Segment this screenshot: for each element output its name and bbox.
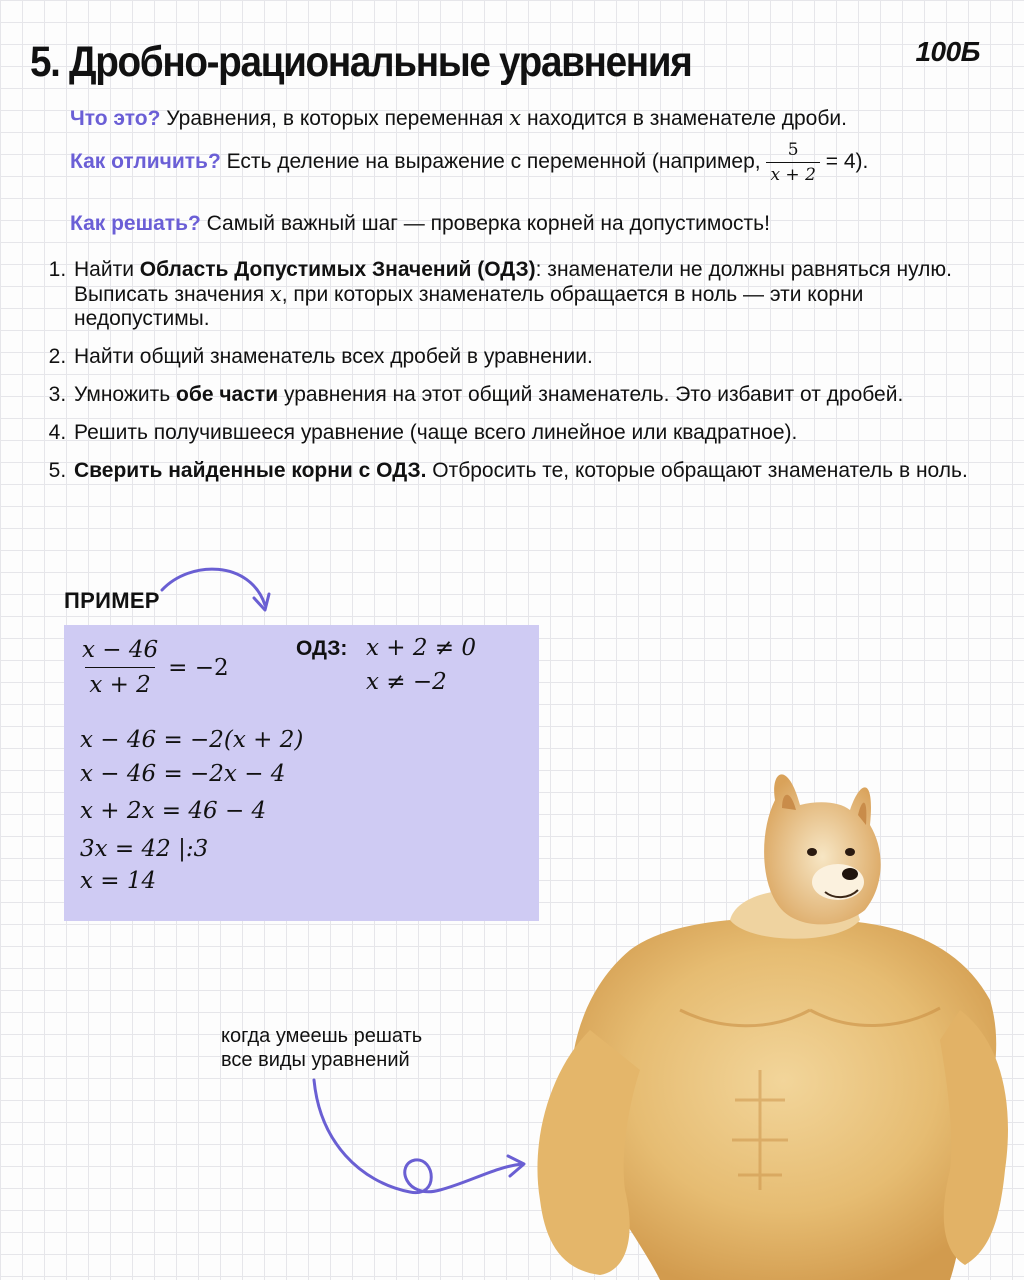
step-text: Найти <box>74 258 140 281</box>
list-item <box>72 459 972 483</box>
odz-label: ОДЗ: <box>296 637 348 660</box>
step-text: : знаменатели не должны равняться нулю. Выписать значения <box>74 258 952 306</box>
step-text: Найти общий знаменатель всех дробей в уравнении. <box>74 345 593 368</box>
odz-line: x ≠ −2 <box>366 669 447 695</box>
what-variable: x <box>509 106 522 130</box>
meme-caption <box>221 1024 521 1072</box>
step-variable: x <box>269 282 282 306</box>
page-title: 5. Дробно-рациональные уравнения <box>30 38 692 86</box>
step-text: уравнения на этот общий знаменатель. Это избавит от дробей. <box>278 383 904 406</box>
example-arrow-icon <box>150 560 280 620</box>
intro-solve <box>70 212 770 236</box>
how-question: Как отличить? <box>70 150 221 174</box>
example-label: ПРИМЕР <box>64 588 160 613</box>
step-bold: Сверить найденные корни с ОДЗ. <box>74 459 427 482</box>
odz-line: x + 2 ≠ 0 <box>366 635 477 661</box>
step-bold: обе части <box>176 383 279 406</box>
what-answer-part1: Уравнения, в которых переменная <box>166 107 504 130</box>
intro-what <box>70 106 847 131</box>
list-item <box>72 383 972 407</box>
example-fraction-rhs: = −2 <box>168 654 229 681</box>
what-question: Что это? <box>70 107 161 130</box>
how-fraction-num: 5 <box>787 140 799 160</box>
caption-arrow-icon <box>300 1072 540 1212</box>
how-fraction <box>766 140 819 185</box>
example-box <box>64 625 539 921</box>
list-item <box>72 258 972 331</box>
caption-line: все виды уравнений <box>221 1049 410 1071</box>
step-bold: Область Допустимых Значений (ОДЗ) <box>139 258 536 281</box>
solve-question: Как решать? <box>70 212 201 235</box>
step-text: Отбросить те, которые обращают знаменатель в ноль. <box>426 459 968 482</box>
list-item <box>72 345 972 369</box>
solution-line: x = 14 <box>80 868 157 894</box>
step-text: , при которых знаменатель обращается в ноль — эти корни недопустимы. <box>74 283 864 330</box>
solution-line: x + 2x = 46 − 4 <box>80 798 267 824</box>
solution-line: x − 46 = −2(x + 2) <box>80 727 304 753</box>
step-text: Решить получившееся уравнение (чаще всего линейное или квадратное). <box>74 421 798 444</box>
list-item <box>72 421 972 445</box>
solution-line: x − 46 = −2x − 4 <box>80 761 286 787</box>
example-fraction <box>78 637 229 698</box>
solve-answer: Самый важный шаг — проверка корней на допустимость! <box>206 212 770 235</box>
how-tail: = 4). <box>825 150 869 174</box>
caption-line: когда умеешь решать <box>221 1025 423 1047</box>
solution-line: 3x = 42 |:3 <box>80 836 209 862</box>
steps-list <box>40 258 972 497</box>
brand-logo: 100Б <box>915 36 980 67</box>
how-fraction-den: x + 2 <box>766 162 819 185</box>
buff-doge-image <box>520 770 1020 1280</box>
how-answer: Есть деление на выражение с переменной (например, <box>226 150 761 174</box>
example-fraction-den: x + 2 <box>85 667 155 698</box>
step-text: Умножить <box>74 383 177 406</box>
intro-how <box>70 140 868 185</box>
what-answer-part2: находится в знаменателе дроби. <box>526 107 847 130</box>
example-fraction-num: x − 46 <box>82 637 159 663</box>
